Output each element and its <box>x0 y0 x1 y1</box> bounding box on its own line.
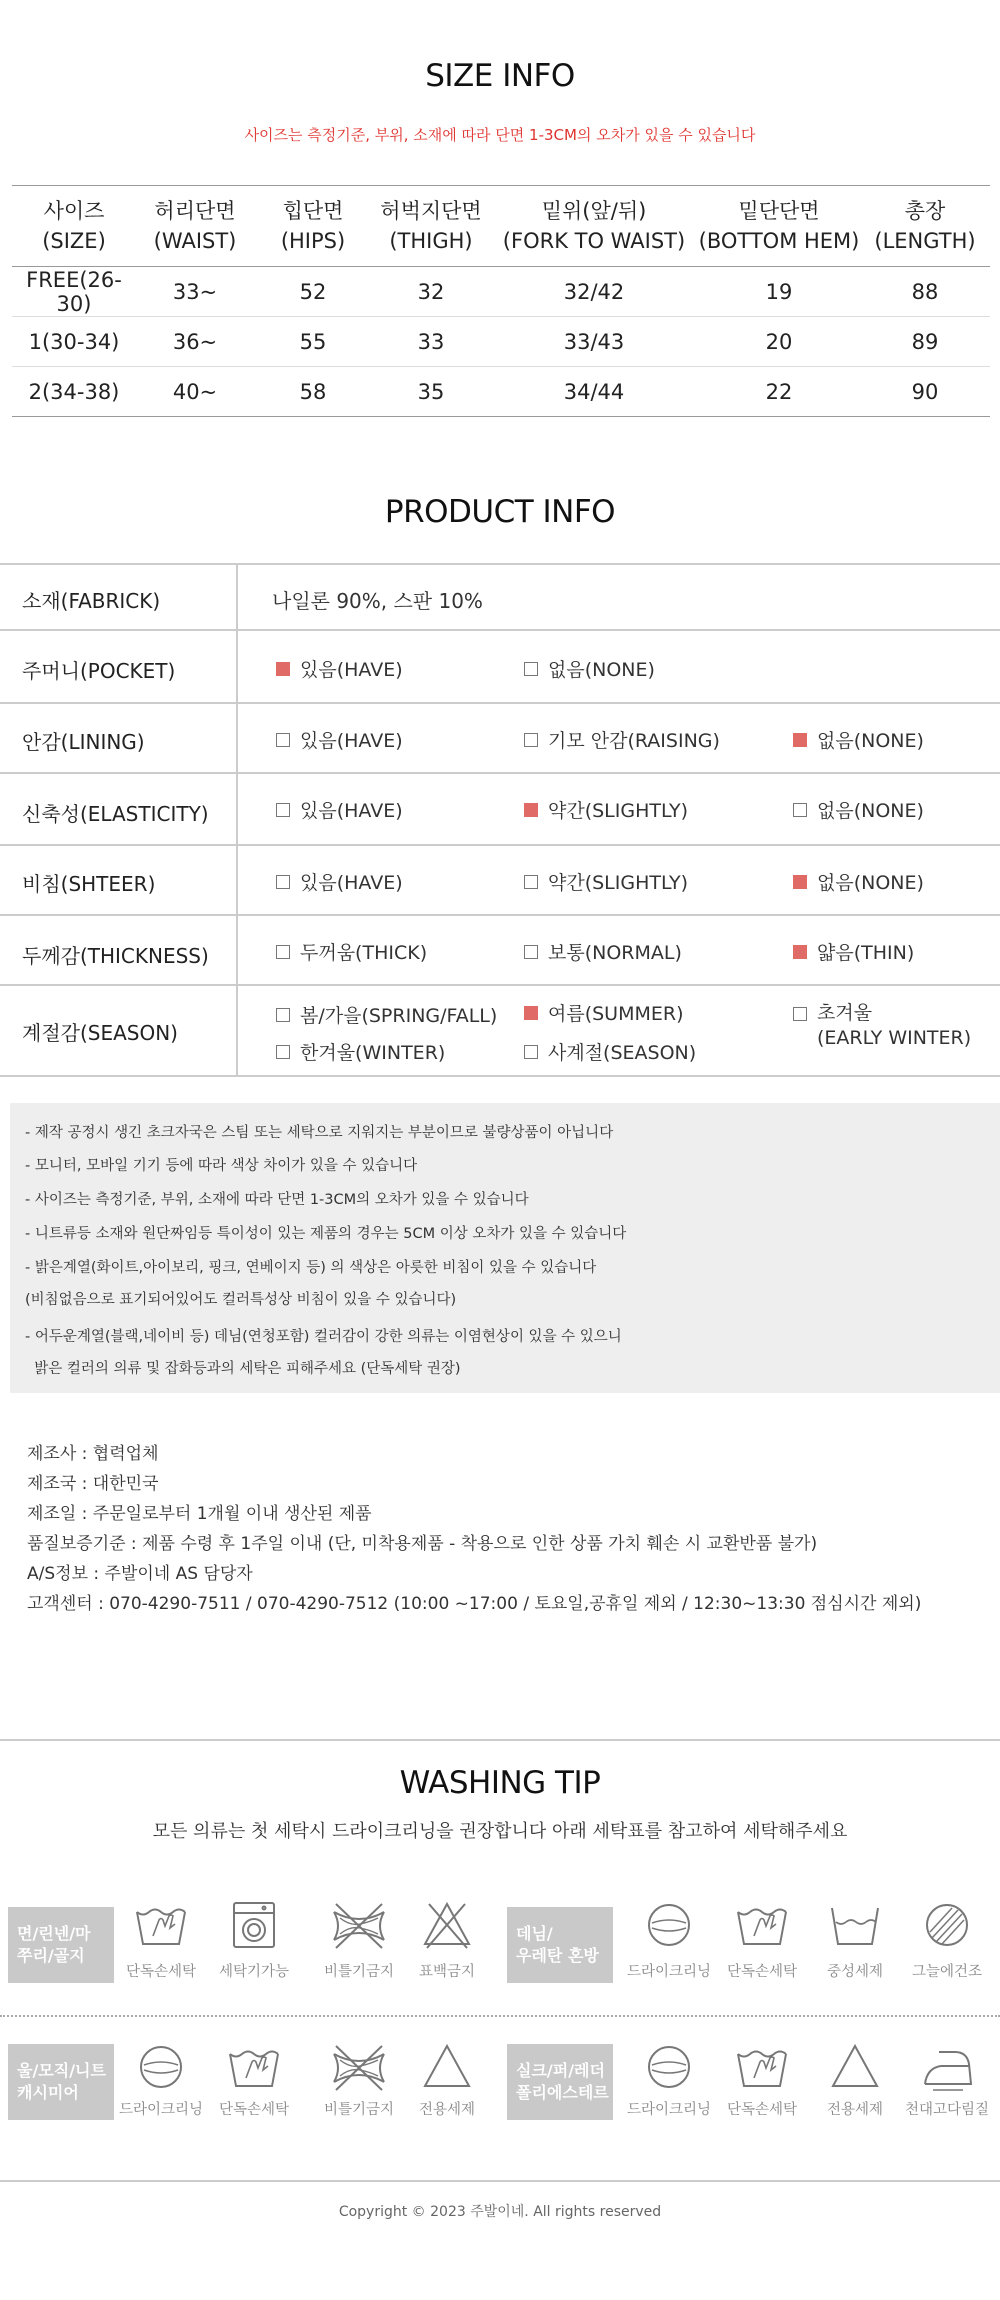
cell: 33 <box>372 317 490 367</box>
header-thigh: 허벅지단면 (THIGH) <box>372 186 490 267</box>
option-season-all[interactable]: 사계절(SEASON) <box>524 1038 696 1065</box>
washing-title: WASHING TIP <box>399 1765 601 1801</box>
note-item: - 사이즈는 측정기준, 부위, 소재에 따라 단면 1-3CM의 오차가 있을 수 있습니다 <box>25 1192 529 1208</box>
note-item: (비침없음으로 표기되어있어도 컬러특성상 비침이 있을 수 있습니다) <box>25 1292 457 1308</box>
option-lining-raising[interactable]: 기모 안감(RAISING) <box>524 726 720 753</box>
option-lining-have[interactable]: 있음(HAVE) <box>276 726 403 753</box>
triangle-icon <box>805 2042 905 2092</box>
row-elasticity <box>0 774 1000 846</box>
option-season-summer[interactable]: 여름(SUMMER) <box>524 999 684 1026</box>
note-item: - 밝은계열(화이트,아이보리, 핑크, 연베이지 등) 의 색상은 아릇한 비침이 있을 수 있습니다 <box>25 1260 597 1276</box>
checkbox-icon <box>524 803 538 817</box>
cell: 32 <box>372 267 490 317</box>
wash-label: 비틀기금지 <box>323 1964 395 1980</box>
option-sheer-none[interactable]: 없음(NONE) <box>793 868 924 895</box>
option-sheer-have[interactable]: 있음(HAVE) <box>276 868 403 895</box>
thickness-label: 두께감(THICKNESS) <box>22 944 209 968</box>
cell: 89 <box>860 317 990 367</box>
checkbox-icon <box>524 733 538 747</box>
option-season-spring-fall[interactable]: 봄/가을(SPRING/FALL) <box>276 1001 497 1028</box>
header-hips: 힙단면 (HIPS) <box>254 186 372 267</box>
wash-tag-silk: 실크/퍼/레더 폴리에스테르 <box>507 2044 613 2120</box>
option-lining-none[interactable]: 없음(NONE) <box>793 726 924 753</box>
size-table <box>12 185 990 417</box>
option-elasticity-none[interactable]: 없음(NONE) <box>793 796 924 823</box>
copyright: Copyright © 2023 주발이네. All rights reserved <box>338 2204 662 2220</box>
cell: 19 <box>698 267 860 317</box>
checkbox-icon <box>524 945 538 959</box>
checkbox-icon <box>276 1008 290 1022</box>
info-customer-center: 고객센터 : 070-4290-7511 / 070-4290-7512 (10:00 ~17:00 / 토요일,공휴일 제외 / 12:30~13:30 점심시간 제외) <box>27 1594 922 1614</box>
season-label: 계절감(SEASON) <box>22 1021 178 1045</box>
wash-label: 단독손세탁 <box>218 2102 290 2118</box>
cell: 58 <box>254 367 372 417</box>
cell: 35 <box>372 367 490 417</box>
info-date: 제조일 : 주문일로부터 1개월 이내 생산된 제품 <box>27 1504 372 1524</box>
checkbox-icon <box>793 803 807 817</box>
neutral-detergent-icon <box>805 1900 905 1950</box>
dotted-divider <box>0 2015 1000 2017</box>
table-row <box>12 317 990 367</box>
option-thickness-normal[interactable]: 보통(NORMAL) <box>524 938 682 965</box>
info-as: A/S정보 : 주발이네 AS 담당자 <box>27 1564 253 1584</box>
product-info-title: PRODUCT INFO <box>384 494 616 530</box>
option-season-early-winter[interactable]: 초겨울 (EARLY WINTER) <box>793 1001 971 1051</box>
elasticity-label: 신축성(ELASTICITY) <box>22 802 209 826</box>
no-bleach-icon <box>397 1900 497 1950</box>
header-hem: 밑단단면 (BOTTOM HEM) <box>698 186 860 267</box>
wash-label: 단독손세탁 <box>125 1964 197 1980</box>
cell: 22 <box>698 367 860 417</box>
row-lining <box>0 704 1000 774</box>
note-item: - 모니터, 모바일 기기 등에 따라 색상 차이가 있을 수 있습니다 <box>25 1158 418 1174</box>
option-sheer-slightly[interactable]: 약간(SLIGHTLY) <box>524 868 688 895</box>
hand-wash-icon <box>712 2042 812 2092</box>
cell: 90 <box>860 367 990 417</box>
table-row <box>12 267 990 317</box>
wash-label: 중성세제 <box>826 1964 884 1980</box>
checkbox-icon <box>524 1045 538 1059</box>
note-item: - 니트류등 소재와 원단짜임등 특이성이 있는 제품의 경우는 5CM 이상 오차가 있을 수 있습니다 <box>25 1226 627 1242</box>
sheer-label: 비침(SHTEER) <box>22 872 156 896</box>
hand-wash-icon <box>204 2042 304 2092</box>
table-row <box>12 367 990 417</box>
no-wring-icon <box>309 1900 409 1950</box>
washing-subtitle: 모든 의류는 첫 세탁시 드라이크리닝을 권장합니다 아래 세탁표를 참고하여 세탁해주세요 <box>152 1821 848 1842</box>
lining-label: 안감(LINING) <box>22 730 145 754</box>
option-pocket-none[interactable]: 없음(NONE) <box>524 655 655 682</box>
row-season <box>0 986 1000 1077</box>
checkbox-icon <box>276 1045 290 1059</box>
header-length: 총장 (LENGTH) <box>860 186 990 267</box>
size-info-title: SIZE INFO <box>425 58 575 94</box>
note-item: - 제작 공정시 생긴 초크자국은 스팀 또는 세탁으로 지워지는 부분이므로 불량상품이 아닙니다 <box>25 1125 614 1141</box>
divider <box>0 1739 1000 1741</box>
info-warranty: 품질보증기준 : 제품 수령 후 1주일 이내 (단, 미착용제품 - 착용으로 인한 상품 가치 훼손 시 교환반품 불가) <box>27 1534 818 1554</box>
cell: 52 <box>254 267 372 317</box>
triangle-icon <box>397 2042 497 2092</box>
wash-label: 전용세제 <box>826 2102 884 2118</box>
dry-clean-icon <box>111 2042 211 2092</box>
checkbox-icon <box>276 803 290 817</box>
option-elasticity-slightly[interactable]: 약간(SLIGHTLY) <box>524 796 688 823</box>
product-info-table <box>0 563 1000 1077</box>
cell: 2(34-38) <box>12 367 136 417</box>
cell: 33/43 <box>490 317 698 367</box>
dry-clean-icon <box>619 2042 719 2092</box>
checkbox-icon <box>276 662 290 676</box>
wash-label: 단독손세탁 <box>726 1964 798 1980</box>
cell: 1(30-34) <box>12 317 136 367</box>
row-pocket <box>0 631 1000 704</box>
option-thickness-thin[interactable]: 얇음(THIN) <box>793 938 914 965</box>
info-maker: 제조사 : 협력업체 <box>27 1444 159 1464</box>
wash-label: 드라이크리닝 <box>626 2102 712 2118</box>
option-elasticity-have[interactable]: 있음(HAVE) <box>276 796 403 823</box>
pocket-label: 주머니(POCKET) <box>22 659 176 683</box>
cell: 55 <box>254 317 372 367</box>
no-wring-icon <box>309 2042 409 2092</box>
footer-divider <box>0 2180 1000 2182</box>
cell: 34/44 <box>490 367 698 417</box>
size-table-header <box>12 186 990 267</box>
checkbox-icon <box>793 875 807 889</box>
checkbox-icon <box>793 733 807 747</box>
fabric-value: 나일론 90%, 스판 10% <box>272 589 483 613</box>
machine-wash-icon <box>204 1900 304 1950</box>
option-season-winter[interactable]: 한겨울(WINTER) <box>276 1038 445 1065</box>
wash-tag-denim: 데님/ 우레탄 혼방 <box>507 1907 613 1983</box>
wash-label: 천대고다림질 <box>904 2102 990 2118</box>
size-note: 사이즈는 측정기준, 부위, 소재에 따라 단면 1-3CM의 오차가 있을 수 있습니다 <box>244 126 756 144</box>
cell: 40~ <box>136 367 254 417</box>
header-fork: 밑위(앞/뒤) (FORK TO WAIST) <box>490 186 698 267</box>
fabric-label: 소재(FABRICK) <box>22 589 161 613</box>
wash-tag-cotton: 면/린넨/마 쭈리/골지 <box>8 1907 114 1983</box>
checkbox-icon <box>524 1006 538 1020</box>
wash-label: 표백금지 <box>418 1964 476 1980</box>
note-item: 밝은 컬러의 의류 및 잡화등과의 세탁은 피해주세요 (단독세탁 권장) <box>25 1361 461 1377</box>
wash-label: 세탁기가능 <box>218 1964 290 1980</box>
cell: FREE(26-30) <box>12 267 136 317</box>
row-thickness <box>0 916 1000 986</box>
checkbox-icon <box>793 945 807 959</box>
note-item: - 어두운계열(블랙,네이비 등) 데님(연청포함) 컬러감이 강한 의류는 이염현상이 있을 수 있으니 <box>25 1329 622 1345</box>
wash-label: 전용세제 <box>418 2102 476 2118</box>
row-sheer <box>0 846 1000 916</box>
hand-wash-icon <box>111 1900 211 1950</box>
hand-wash-icon <box>712 1900 812 1950</box>
checkbox-icon <box>524 875 538 889</box>
cell: 32/42 <box>490 267 698 317</box>
checkbox-icon <box>276 733 290 747</box>
checkbox-icon <box>276 945 290 959</box>
wash-label: 비틀기금지 <box>323 2102 395 2118</box>
shade-dry-icon <box>897 1900 997 1950</box>
iron-icon <box>897 2042 997 2092</box>
header-waist: 허리단면 (WAIST) <box>136 186 254 267</box>
checkbox-icon <box>276 875 290 889</box>
option-thickness-thick[interactable]: 두꺼움(THICK) <box>276 938 427 965</box>
info-country: 제조국 : 대한민국 <box>27 1474 159 1494</box>
header-size: 사이즈 (SIZE) <box>12 186 136 267</box>
cell: 33~ <box>136 267 254 317</box>
wash-label: 드라이크리닝 <box>626 1964 712 1980</box>
option-pocket-have[interactable]: 있음(HAVE) <box>276 655 403 682</box>
checkbox-icon <box>793 1007 807 1021</box>
wash-label: 단독손세탁 <box>726 2102 798 2118</box>
notes-box <box>10 1103 1000 1393</box>
checkbox-icon <box>524 662 538 676</box>
cell: 88 <box>860 267 990 317</box>
wash-tag-wool: 울/모직/니트 캐시미어 <box>8 2044 114 2120</box>
wash-label: 드라이크리닝 <box>118 2102 204 2118</box>
row-fabric <box>0 565 1000 631</box>
cell: 20 <box>698 317 860 367</box>
cell: 36~ <box>136 317 254 367</box>
wash-label: 그늘에건조 <box>911 1964 983 1980</box>
dry-clean-icon <box>619 1900 719 1950</box>
